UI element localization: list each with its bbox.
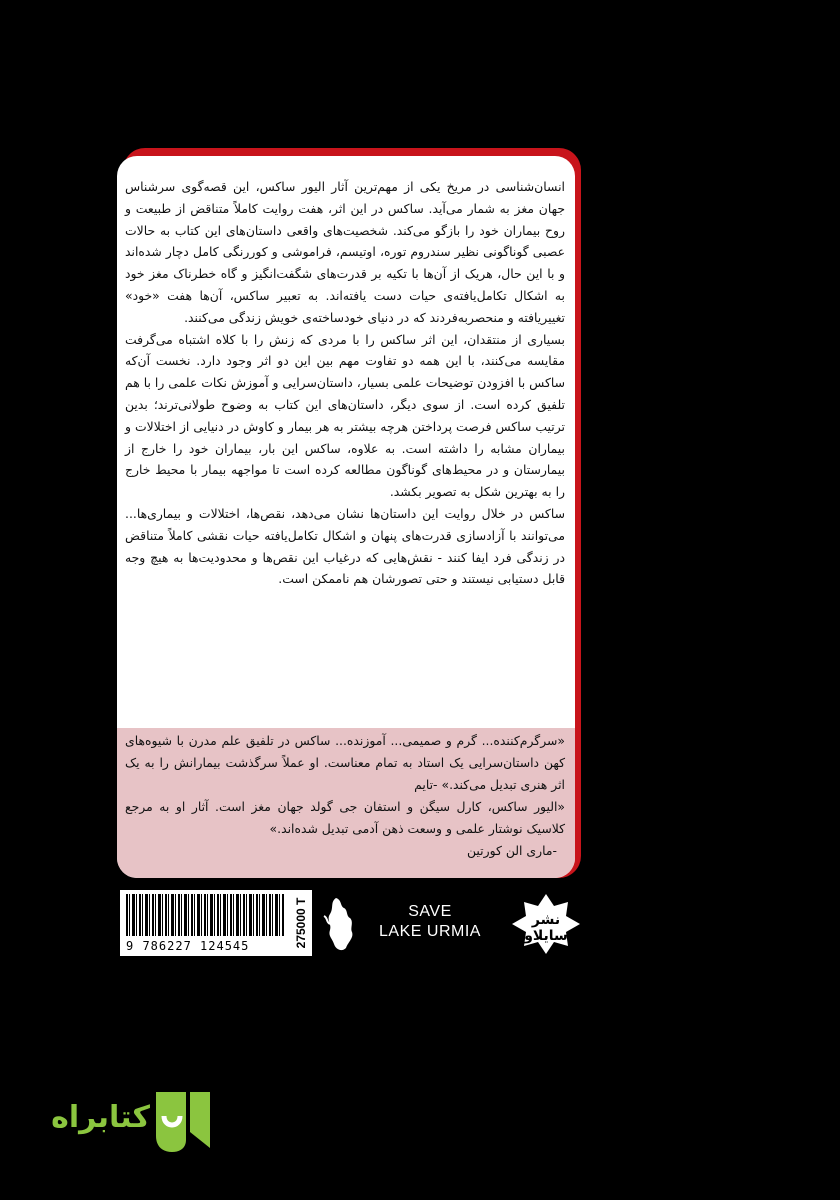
- review-quote-1-text: «سرگرم‌کننده... گرم و صمیمی... آموزنده... ساکس در تلفیق علم مدرن با شیوه‌های کهن داستان‌سرایی یک استاد به تمام معناست. او عملاً سرگذشت بیمارانش را به یک اثر هنری تبدیل می‌کند.»: [125, 733, 565, 792]
- publisher-name: نشر سایلاو: [524, 912, 568, 944]
- review-quote-2: [125, 796, 565, 862]
- ketabrah-book-icon: [150, 1088, 216, 1154]
- barcode-bars: [126, 894, 284, 936]
- publisher-logo: [510, 892, 582, 956]
- isbn-number: 9 786227 124545: [126, 939, 250, 953]
- review-quote-1-source: -تایم: [414, 777, 438, 792]
- ketabrah-watermark: [38, 1088, 213, 1158]
- save-lake-urmia-badge: [314, 890, 500, 956]
- price-label: 275000 T: [294, 897, 308, 949]
- review-quotes: [125, 730, 565, 862]
- synopsis-paragraph-1: انسان‌شناسی در مریخ یکی از مهم‌ترین آثار الیور ساکس، این قصه‌گوی سرشناس جهان مغز به شمار می‌آید. ساکس در این اثر، هفت روایت کاملاً متناقض از طبیعت و روح بیماران خود را بازگو می‌کند. شخصیت‌های واقعی داستان‌های این کتاب به حالات عصبی گوناگونی نظیر سندروم توره، اوتیسم، فراموشی و کوررنگی کامل دچار شده‌اند و با این حال، هریک از آن‌ها با تکیه بر قدرت‌های شگفت‌انگیز و گاه خطرناک مغز خود به اشکال تکامل‌یافته‌ی حیات دست یافته‌اند. به تعبیر ساکس، آن‌ها هفت «خود» تغییریافته و منحصربه‌فردند که در دنیای خودساخته‌ی خویش زندگی می‌کنند.: [125, 179, 565, 325]
- synopsis-paragraph-2: بسیاری از منتقدان، این اثر ساکس را با مردی که زنش را با کلاه اشتباه می‌گرفت مقایسه می‌کنند، با این همه دو تفاوت مهم بین این دو اثر وجود دارد. نخست آن‌که ساکس با افزودن توضیحات علمی بسیار، داستان‌سرایی و آموزش نکات علمی را با هم تلفیق کرده است. از سوی دیگر، داستان‌های این کتاب به وضوح طولانی‌ترند؛ بدین ترتیب ساکس فرصت پرداختن هرچه بیشتر به هر بیمار و کاوش در دنیایی از اختلالات و بیماران مشابه را داشته است. به علاوه، ساکس این بار، بیماران خود را خارج از بیمارستان و در محیط‌های گوناگون مطالعه کرده است تا مواجهه بیمار با محیط خارج را به بهترین شکل به تصویر بکشد.: [125, 331, 565, 500]
- urmia-slogan-line2: LAKE URMIA: [379, 923, 481, 940]
- review-quote-1: [125, 730, 565, 796]
- ketabrah-wordmark: کتابراه: [51, 1100, 150, 1135]
- review-quote-2-text: «الیور ساکس، کارل سیگن و استفان جی گولد جهان مغز است. آثار او به مرجع کلاسیک نوشتار علمی و وسعت ذهن آدمی تبدیل شده‌اند.»: [125, 799, 565, 836]
- back-cover-card: [117, 156, 575, 878]
- isbn-barcode: [120, 890, 290, 956]
- price-tag: [290, 890, 312, 956]
- urmia-slogan-line1: SAVE: [408, 903, 452, 920]
- synopsis: [125, 176, 565, 590]
- review-quote-2-source: -ماری الن کورتین: [467, 843, 557, 858]
- synopsis-paragraph-3: ساکس در خلال روایت این داستان‌ها نشان می‌دهد، نقص‌ها، اختلالات و بیماری‌ها... می‌توانند با آزادسازی قدرت‌های پنهان و اشکال تکامل‌یافته حیات نقشی کاملاً متناقض در زندگی فرد ایفا کنند - نقش‌هایی که درغیاب این نقص‌ها و محدودیت‌ها به هیچ وجه قابل دستیابی نیستند و حتی تصورشان هم ناممکن است.: [125, 505, 565, 587]
- urmia-slogan: [370, 902, 490, 942]
- lake-urmia-map-icon: [320, 896, 360, 952]
